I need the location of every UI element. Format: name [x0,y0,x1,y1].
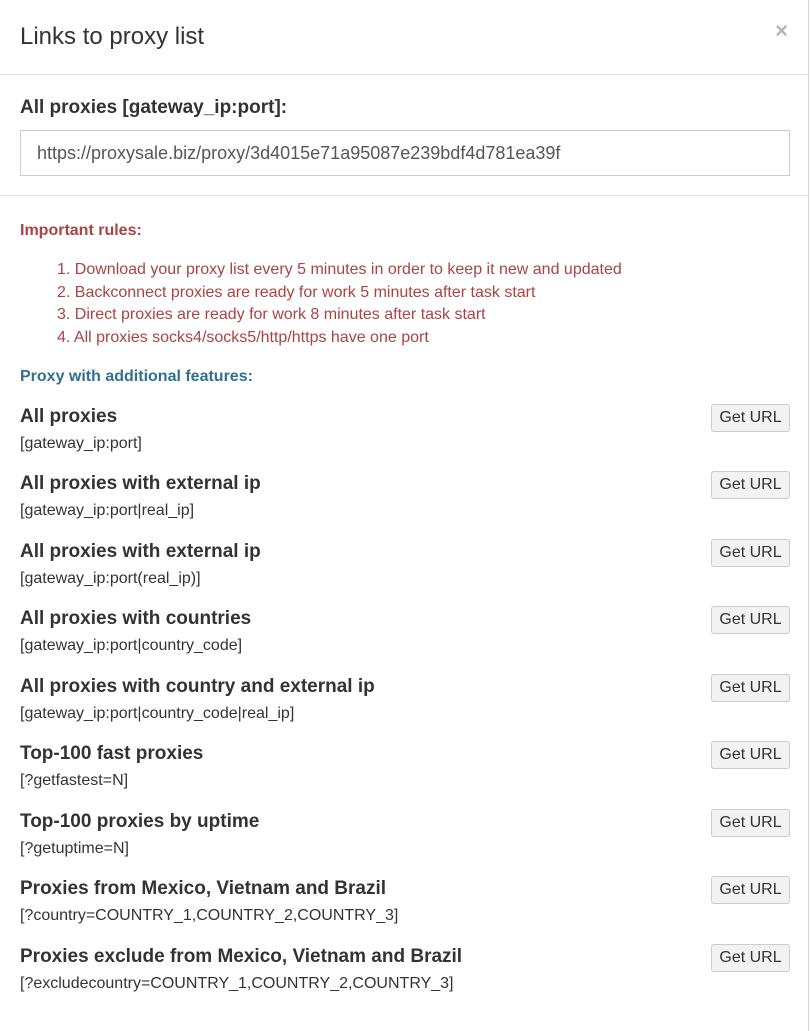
feature-title: Top-100 fast proxies [20,743,204,764]
feature-format: [gateway_ip:port|country_code|real_ip] [20,705,295,722]
get-url-button[interactable]: Get URL [711,876,790,904]
get-url-button[interactable]: Get URL [711,741,790,769]
get-url-button[interactable]: Get URL [711,809,790,837]
get-url-button[interactable]: Get URL [711,404,790,432]
feature-countries [20,606,790,666]
feature-title: All proxies with external ip [20,541,261,562]
feature-countries-exclude [20,944,790,1004]
feature-title: All proxies with country and external ip [20,676,375,697]
feature-external-ip-pipe [20,471,790,531]
feature-title: All proxies [20,406,118,427]
proxy-url-input[interactable] [20,130,790,176]
get-url-button[interactable]: Get URL [711,674,790,702]
feature-title: All proxies with countries [20,608,252,629]
rule-item: 3. Direct proxies are ready for work 8 minutes after task start [57,306,486,324]
get-url-button[interactable]: Get URL [711,944,790,972]
feature-top-uptime [20,809,790,869]
feature-format: [gateway_ip:port|country_code] [20,637,243,654]
rule-item: 1. Download your proxy list every 5 minutes in order to keep it new and updated [57,261,622,278]
feature-title: Top-100 proxies by uptime [20,811,260,832]
modal-title: Links to proxy list [20,23,205,50]
feature-format: [?excludecountry=COUNTRY_1,COUNTRY_2,COUNTRY_3] [20,975,454,992]
feature-countries-include [20,876,790,936]
get-url-button[interactable]: Get URL [711,606,790,634]
get-url-button[interactable]: Get URL [711,471,790,499]
feature-title: Proxies from Mexico, Vietnam and Brazil [20,878,387,899]
close-icon[interactable]: × [775,18,788,43]
feature-format: [gateway_ip:port] [20,435,142,452]
feature-title: All proxies with external ip [20,473,261,494]
feature-format: [?getuptime=N] [20,840,129,857]
modal-header [0,0,808,75]
rules-list [57,259,622,349]
feature-format: [gateway_ip:port(real_ip)] [20,570,201,587]
rule-item: 4. All proxies socks4/socks5/http/https have one port [57,328,429,346]
feature-title: Proxies exclude from Mexico, Vietnam and Brazil [20,946,463,967]
feature-top-fast [20,741,790,801]
feature-external-ip-paren [20,539,790,599]
feature-all-proxies [20,404,790,464]
features-title: Proxy with additional features: [20,368,253,385]
rules-title: Important rules: [20,222,142,239]
feature-country-external-ip [20,674,790,734]
get-url-button[interactable]: Get URL [711,539,790,567]
main-link-label: All proxies [gateway_ip:port]: [20,97,288,118]
rule-item: 2. Backconnect proxies are ready for work 5 minutes after task start [57,283,536,301]
feature-format: [gateway_ip:port|real_ip] [20,502,195,519]
feature-format: [?getfastest=N] [20,772,129,789]
feature-format: [?country=COUNTRY_1,COUNTRY_2,COUNTRY_3] [20,907,399,924]
